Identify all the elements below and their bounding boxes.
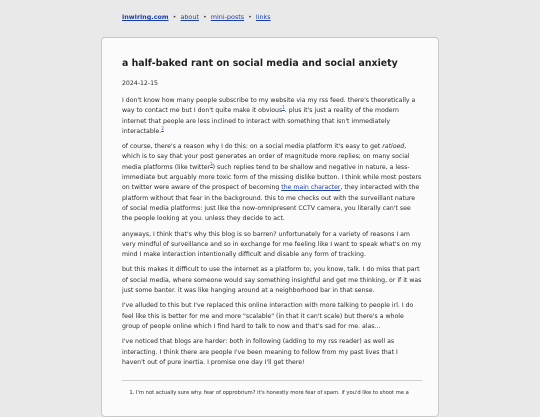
footnote-1: 1. I'm not actually sure why. fear of opprobrium? it's honestly more fear of spam. if you'd like to shoot me a: [136, 389, 422, 397]
post-card: [101, 37, 439, 417]
emphasis-text: ratioed: [382, 143, 405, 151]
post-date: 2024-12-15: [122, 80, 158, 87]
nav-separator: •: [172, 13, 177, 21]
footnotes-list: [122, 389, 422, 397]
nav-link-links[interactable]: links: [255, 13, 271, 21]
footnote-ref-3[interactable]: 3: [210, 161, 213, 167]
top-nav: [122, 13, 271, 22]
footnotes-divider: [122, 380, 422, 381]
nav-link-mini-posts[interactable]: mini-posts: [210, 13, 245, 21]
paragraph-text: ) such replies tend to be shallow and negative in nature, a less-immediate but arguably more toxic form of the missing dislike button. I think while most posters on twitter were aware of the prospect of becoming: [122, 163, 422, 192]
paragraph-4: but this makes it difficult to use the internet as a platform to, you know, talk. I do miss that part of social media, where someone would say something insightful and get me thinking, or if it was just some banter. it was like hanging around at a neighborhood bar in that sense.: [122, 266, 422, 295]
paragraph-text: , which is to say that your post generates an order of magnitude more replies; on many social media platforms (like twitter: [122, 143, 410, 171]
nav-separator: •: [202, 13, 207, 21]
post-title: a half-baked rant on social media and social anxiety: [122, 58, 398, 69]
main-character-link[interactable]: the main character: [281, 184, 341, 192]
paragraph-text: , they interacted with the platform without that fear in the background. this to me checks out with the surveillant nature of social media platforms: just like the now-omnipresent CCTV camera, you literally can't see the people looking at you. unless they decide to act.: [122, 184, 420, 223]
paragraph-6: I've noticed that blogs are harder: both in following (adding to my rss reader) as well as interacting. I think there are people I've been meaning to follow from my past lives that I haven't out of pure inertia. I promise one day I'll get there!: [122, 338, 398, 366]
paragraph-5: I've alluded to this but I've replaced this online interaction with more talking to people irl. I do feel like this is better for me and more "scalable" (in that it can't scale) but there's a whole group of people online which I find hard to talk to now and that's sad for me. alas...: [122, 302, 414, 330]
nav-separator: •: [248, 13, 252, 21]
paragraph-1: [122, 96, 422, 137]
footnote-ref-2[interactable]: 2: [161, 125, 164, 131]
paragraph-3: anyways, I think that's why this blog is so barren? unfortunately for a variety of reasons I am very mindful of surveillance and so in exchange for me feeling like I want to speak what's on my mind I make interaction intentionally difficult and disable any form of tracking.: [122, 230, 422, 259]
paragraph-text: of course, there's a reason why I do this: on a social media platform it's easy to get: [122, 143, 383, 151]
post-content: [122, 58, 422, 397]
paragraph-2: [122, 142, 422, 224]
paragraph-text: . plus it's just a reality of the modern internet that people are less inclined to interact with something that isn't immediately interactable.: [122, 107, 399, 135]
nav-link-about[interactable]: about: [180, 13, 199, 21]
paragraph-text: I don't know how many people subscribe to my website via my rss feed. there's theoretically a way to contact me but I don't quite make it obvious: [122, 97, 416, 115]
site-home-link[interactable]: inwiring.com: [122, 13, 169, 21]
footnote-ref-1[interactable]: 1: [282, 105, 285, 111]
